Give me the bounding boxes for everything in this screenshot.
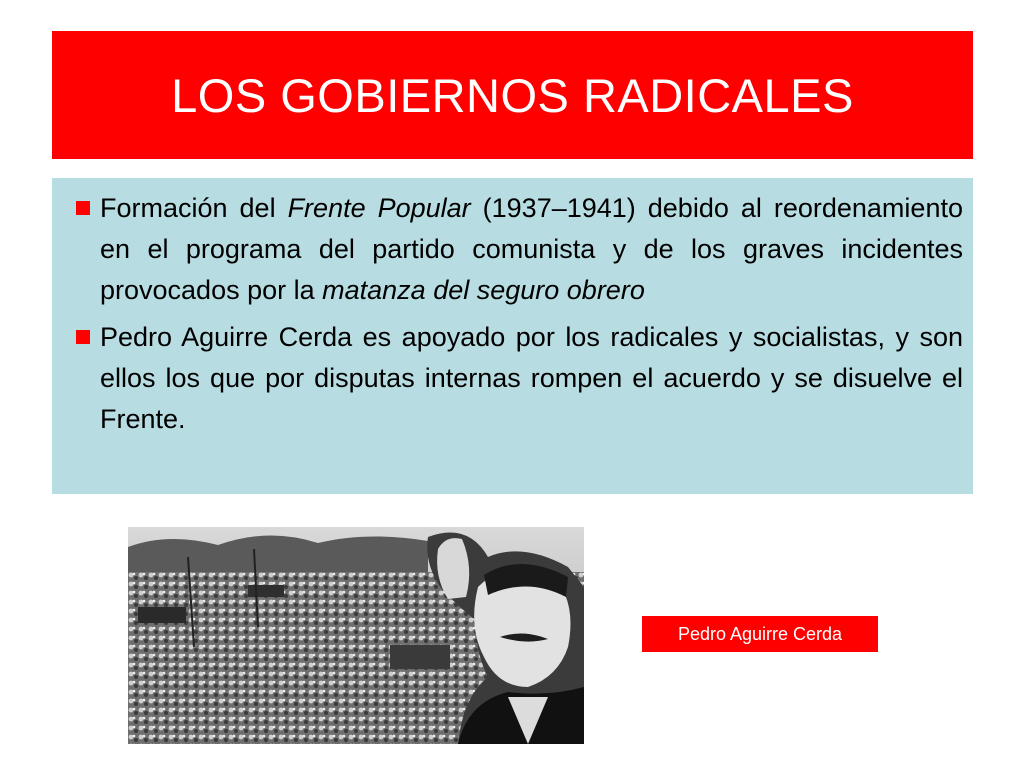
bullet-text-part: Formación del — [100, 193, 288, 223]
square-bullet-icon — [76, 330, 90, 344]
content-box — [52, 178, 973, 494]
bullet-text-italic: Frente Popular — [287, 193, 471, 223]
bullet-text-italic: matanza del seguro obrero — [322, 275, 645, 305]
bullet-item-frente-popular — [76, 188, 963, 311]
bullet-text-part: (1937–1941) debido al reordenamiento en el programa del partido comunista y de los graves incidentes provocados por la — [100, 193, 963, 305]
bullet-text — [100, 188, 963, 311]
square-bullet-icon — [76, 201, 90, 215]
caption-text: Pedro Aguirre Cerda — [677, 623, 843, 644]
historical-photo — [128, 527, 584, 744]
photo-caption — [641, 615, 879, 653]
bullet-text — [100, 317, 963, 440]
slide-title: LOS GOBIERNOS RADICALES — [171, 68, 854, 122]
photo-rally-icon — [128, 527, 584, 744]
bullet-text-part: Pedro Aguirre Cerda es apoyado por los radicales y socialistas, y son ellos los que por disputas internas rompen el acuerdo y se disuelve el Frente. — [100, 322, 963, 434]
bullet-item-pedro-aguirre — [76, 317, 963, 440]
title-bar — [52, 31, 973, 159]
